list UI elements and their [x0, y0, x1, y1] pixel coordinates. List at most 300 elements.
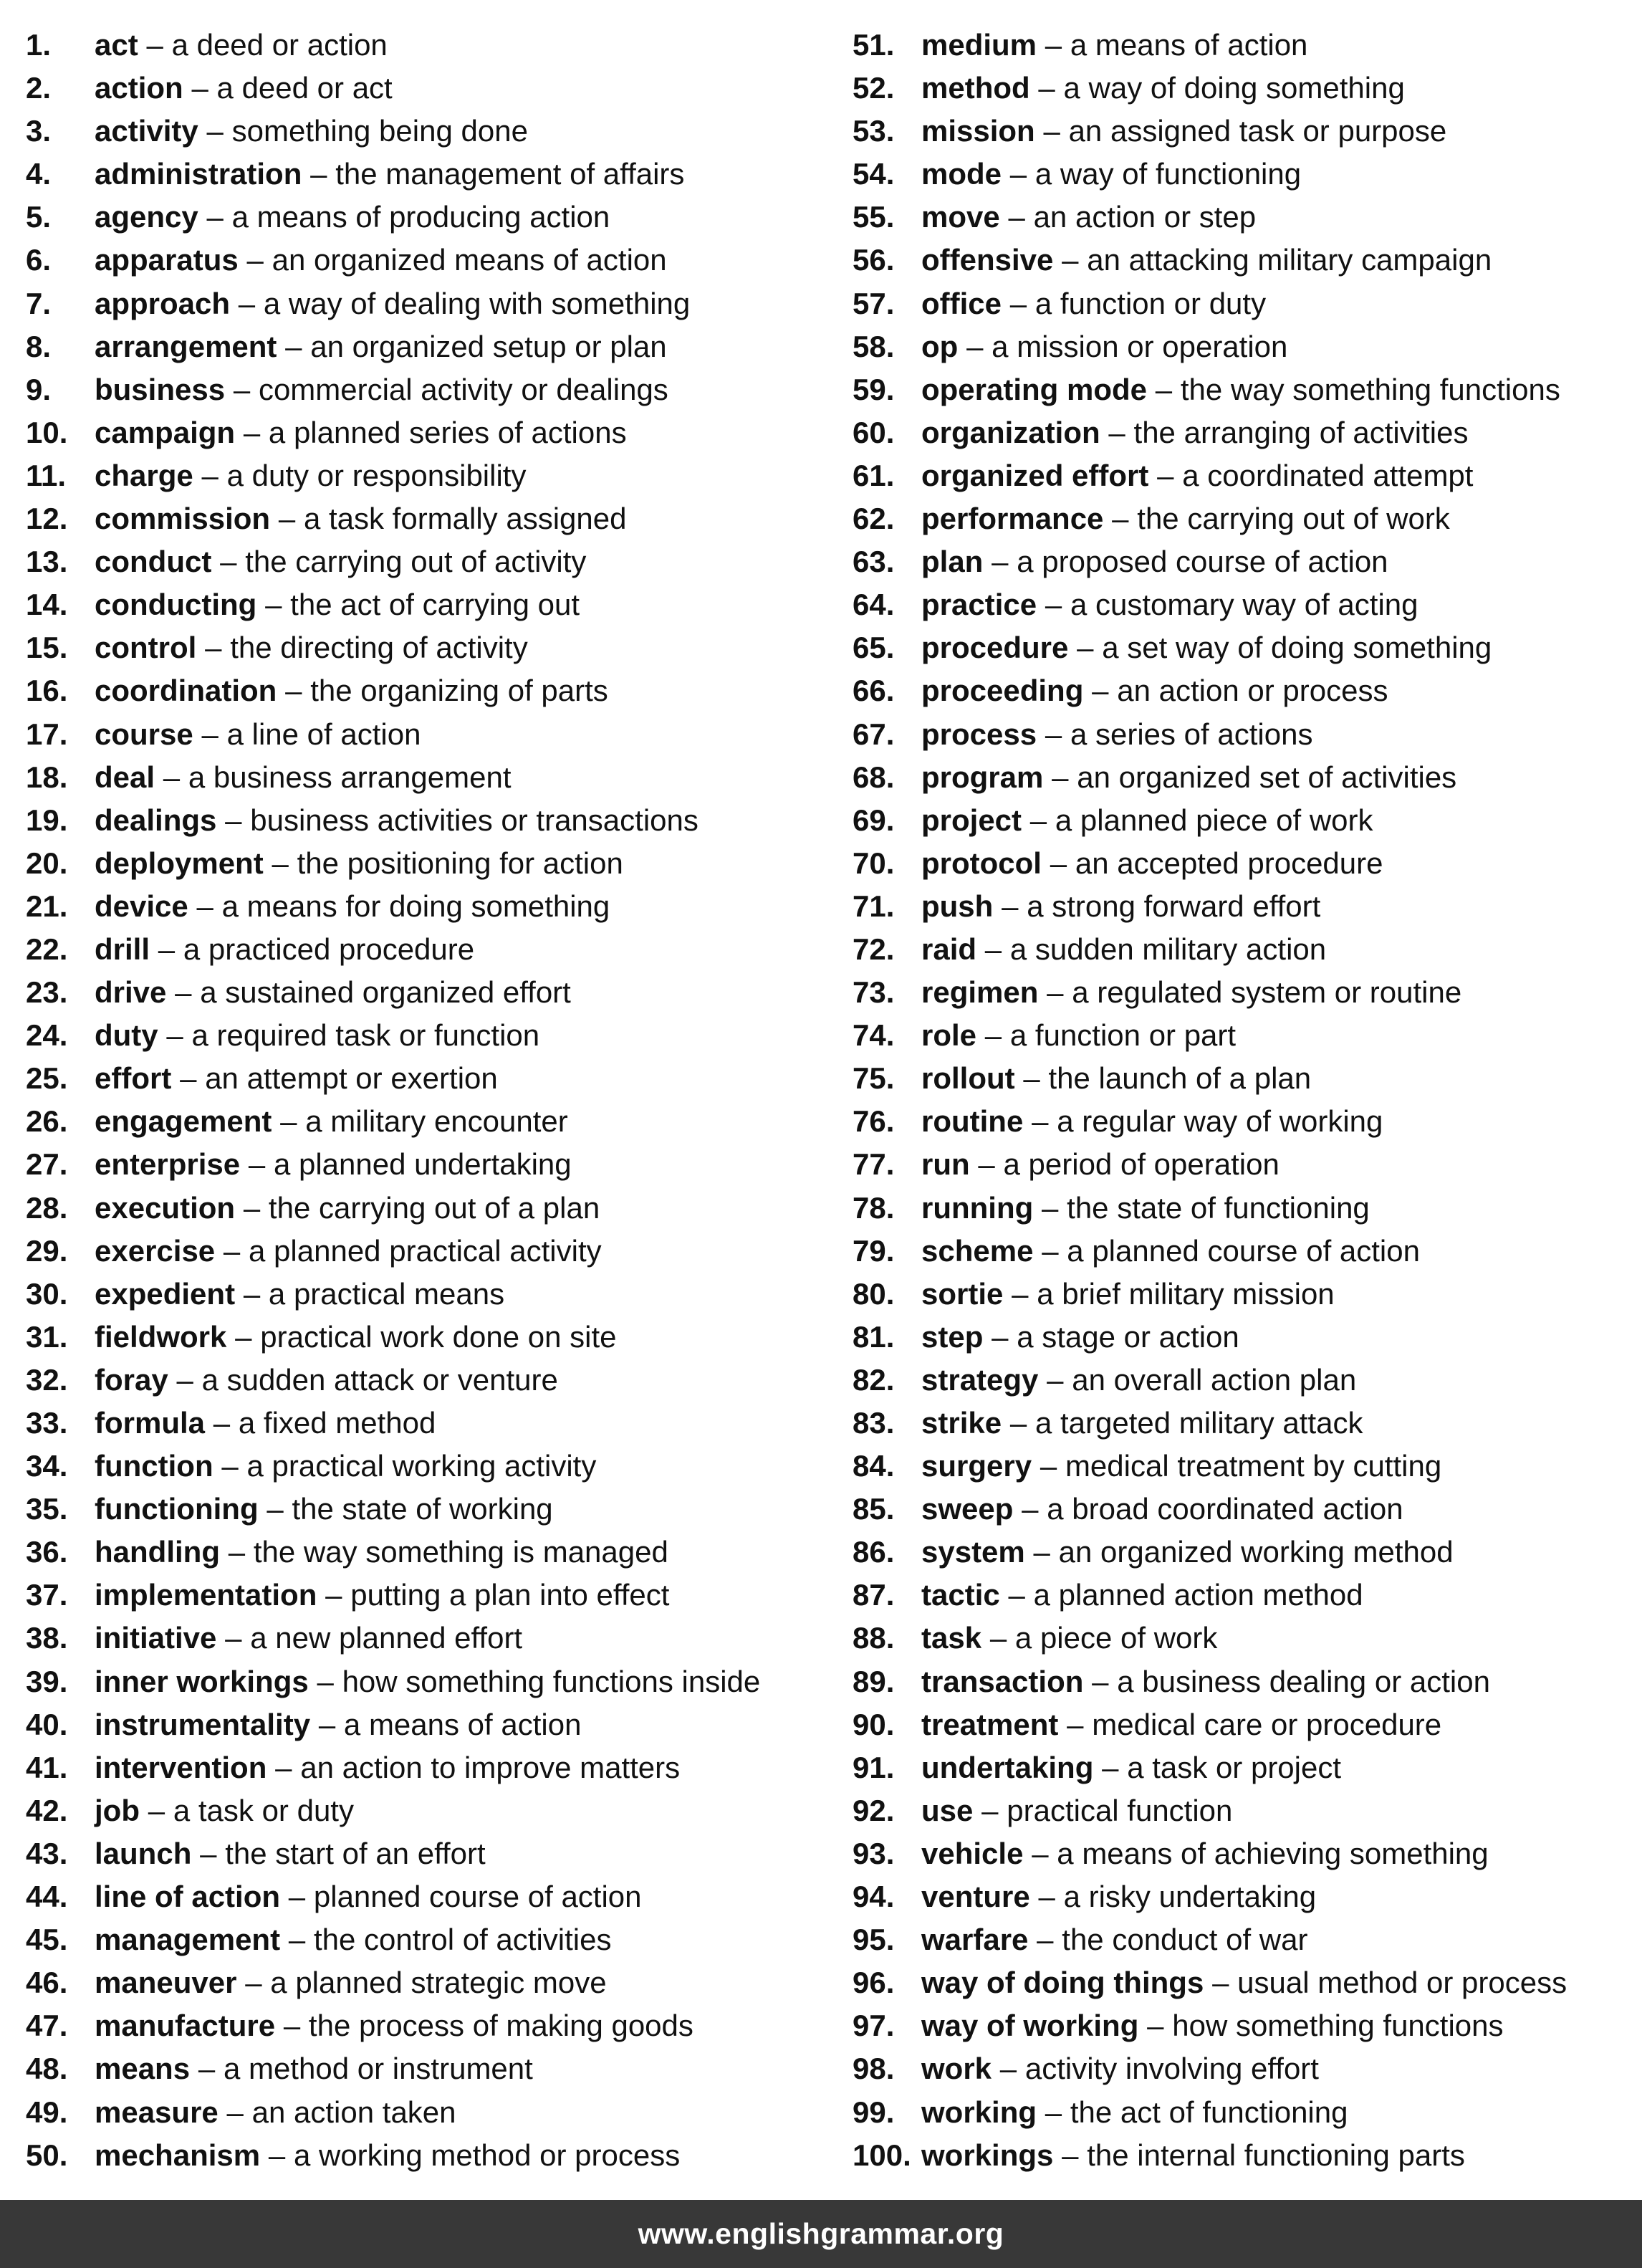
entry-body [921, 842, 1383, 885]
entry-separator: – [243, 1190, 261, 1225]
entry-separator: – [176, 1362, 193, 1397]
entry-separator: – [243, 415, 261, 449]
entry-body [95, 799, 698, 842]
list-item [26, 2134, 821, 2177]
entry-definition: a risky undertaking [1063, 1880, 1317, 1914]
entry-definition: a deed or act [216, 71, 393, 105]
entry-number: 4. [26, 157, 52, 191]
entry-separator: – [984, 932, 1002, 966]
entry-number: 23. [26, 975, 68, 1010]
entry-number: 52. [853, 71, 895, 105]
entry-separator: – [1067, 1707, 1084, 1741]
entry-word: strategy [921, 1362, 1039, 1397]
list-item [26, 1488, 821, 1531]
entry-separator: – [1032, 1104, 1049, 1139]
list-item [853, 1230, 1633, 1273]
entry-separator: – [163, 760, 181, 794]
entry-separator: – [1032, 1836, 1049, 1870]
entry-body [95, 540, 586, 583]
entry-word: commission [95, 502, 271, 536]
entry-separator: – [265, 588, 282, 622]
entry-body [95, 583, 580, 626]
entry-number: 60. [853, 415, 895, 449]
entry-definition: an assigned task or purpose [1068, 114, 1447, 148]
entry-number: 73. [853, 975, 895, 1010]
list-item [853, 928, 1633, 971]
entry-definition: a sudden military action [1009, 932, 1327, 966]
entry-definition: a planned series of actions [268, 415, 627, 449]
list-item [853, 1316, 1633, 1359]
entry-body [95, 196, 610, 239]
entry-definition: medical treatment by cutting [1065, 1449, 1442, 1483]
entry-separator: – [992, 545, 1009, 579]
entry-word: act [95, 28, 138, 62]
entry-body [95, 1918, 611, 1961]
entry-body [921, 1057, 1311, 1100]
entry-body [95, 497, 626, 540]
entry-word: vehicle [921, 1836, 1024, 1870]
entry-definition: a method or instrument [223, 2052, 533, 2086]
entry-separator: – [198, 2052, 216, 2086]
list-item [26, 2047, 821, 2090]
entry-number: 33. [26, 1406, 68, 1440]
entry-separator: – [1045, 2095, 1062, 2129]
entry-definition: a task formally assigned [303, 502, 627, 536]
entry-body [921, 2091, 1348, 2134]
list-item [26, 110, 821, 153]
entry-word: scheme [921, 1233, 1034, 1268]
entry-number: 93. [853, 1836, 895, 1870]
entry-word: rollout [921, 1061, 1015, 1096]
entry-number: 43. [26, 1836, 68, 1870]
entry-word: apparatus [95, 243, 239, 277]
entry-number: 57. [853, 286, 895, 320]
entry-number: 84. [853, 1449, 895, 1483]
list-item [26, 454, 821, 497]
entry-word: business [95, 372, 226, 406]
entry-separator: – [275, 1750, 292, 1784]
entry-word: performance [921, 502, 1104, 536]
entry-body [95, 2047, 533, 2090]
entry-definition: practical function [1007, 1793, 1233, 1827]
entry-number: 71. [853, 889, 895, 923]
entry-number: 18. [26, 760, 68, 794]
entry-definition: a task or duty [173, 1793, 354, 1827]
entry-definition: a working method or process [293, 2138, 681, 2172]
list-item [853, 1057, 1633, 1100]
entry-body [95, 1187, 600, 1230]
entry-separator: – [1042, 1233, 1059, 1268]
entry-body [921, 2004, 1504, 2047]
entry-word: measure [95, 2095, 219, 2129]
list-item [853, 1746, 1633, 1789]
list-item [853, 971, 1633, 1014]
entry-separator: – [285, 674, 302, 708]
entry-word: organization [921, 415, 1100, 449]
entry-body [921, 885, 1320, 928]
entry-separator: – [233, 372, 251, 406]
footer-bar [0, 2200, 1642, 2268]
entry-word: role [921, 1018, 977, 1053]
entry-body [921, 1014, 1236, 1057]
entry-word: strike [921, 1406, 1002, 1440]
entry-word: tactic [921, 1578, 1000, 1612]
entry-word: manufacture [95, 2009, 276, 2043]
entry-word: venture [921, 1880, 1030, 1914]
entry-definition: a task or project [1127, 1750, 1342, 1784]
entry-separator: – [1037, 1923, 1054, 1957]
list-item [853, 842, 1633, 885]
entry-definition: the directing of activity [230, 631, 528, 665]
entry-word: operating mode [921, 372, 1148, 406]
entry-separator: – [1062, 243, 1079, 277]
entry-body [921, 110, 1446, 153]
entry-body [95, 713, 421, 756]
entry-body [95, 1531, 668, 1574]
entry-word: sortie [921, 1276, 1004, 1311]
entry-body [95, 1143, 572, 1186]
entry-number: 24. [26, 1018, 68, 1053]
entry-word: control [95, 631, 197, 665]
entry-definition: a stage or action [1017, 1319, 1239, 1354]
list-item [853, 1703, 1633, 1746]
entry-word: intervention [95, 1750, 267, 1784]
entry-definition: the organizing of parts [310, 674, 608, 708]
entry-number: 87. [853, 1578, 895, 1612]
entry-separator: – [201, 458, 219, 492]
entry-number: 98. [853, 2052, 895, 2086]
list-item [853, 1402, 1633, 1445]
entry-number: 32. [26, 1362, 68, 1397]
entry-word: mission [921, 114, 1035, 148]
entry-word: agency [95, 200, 198, 234]
list-item [853, 153, 1633, 196]
list-item [853, 885, 1633, 928]
entry-word: coordination [95, 674, 277, 708]
entry-number: 50. [26, 2138, 68, 2172]
list-item [853, 1488, 1633, 1531]
entry-separator: – [1047, 975, 1064, 1010]
list-item [26, 1273, 821, 1316]
entry-definition: a military encounter [305, 1104, 568, 1139]
entry-number: 74. [853, 1018, 895, 1053]
entry-definition: an organized working method [1058, 1535, 1454, 1569]
entry-body [95, 1660, 760, 1703]
entry-body [921, 626, 1492, 669]
entry-number: 46. [26, 1966, 68, 2000]
footer-url: www.englishgrammar.org [638, 2217, 1004, 2250]
entry-number: 11. [26, 458, 67, 492]
entry-definition: the act of functioning [1070, 2095, 1348, 2129]
entry-definition: a proposed course of action [1017, 545, 1388, 579]
entry-separator: – [180, 1061, 197, 1096]
entry-body [95, 1402, 436, 1445]
entry-definition: usual method or process [1237, 1966, 1567, 2000]
entry-word: campaign [95, 415, 236, 449]
entry-body [95, 669, 608, 712]
entry-separator: – [1038, 71, 1055, 105]
entry-definition: an organized setup or plan [310, 329, 667, 363]
entry-body [921, 1445, 1441, 1488]
entry-word: process [921, 717, 1037, 751]
entry-separator: – [1022, 1492, 1039, 1526]
entry-definition: a means for doing something [221, 889, 610, 923]
entry-body [921, 454, 1473, 497]
entry-separator: – [235, 1319, 252, 1354]
list-item [26, 713, 821, 756]
entry-body [95, 153, 684, 196]
list-item [26, 153, 821, 196]
entry-definition: a business arrangement [188, 760, 512, 794]
entry-number: 99. [853, 2095, 895, 2129]
list-item [853, 24, 1633, 67]
entry-definition: a period of operation [1003, 1147, 1279, 1182]
list-item [853, 239, 1633, 282]
entry-word: running [921, 1190, 1034, 1225]
entry-body [921, 1187, 1370, 1230]
entry-body [921, 928, 1326, 971]
entry-number: 69. [853, 803, 895, 837]
entry-separator: – [1009, 1406, 1027, 1440]
entry-number: 59. [853, 372, 895, 406]
entry-number: 36. [26, 1535, 68, 1569]
entry-word: formula [95, 1406, 206, 1440]
entry-word: mode [921, 157, 1002, 191]
entry-definition: an organized set of activities [1077, 760, 1457, 794]
entry-definition: the arranging of activities [1133, 415, 1469, 449]
entry-word: exercise [95, 1233, 216, 1268]
entry-word: surgery [921, 1449, 1032, 1483]
entry-number: 8. [26, 329, 52, 363]
entry-definition: the internal functioning parts [1087, 2138, 1465, 2172]
entry-body [95, 1057, 498, 1100]
entry-number: 15. [26, 631, 68, 665]
list-item [26, 1746, 821, 1789]
entry-number: 91. [853, 1750, 895, 1784]
entry-number: 85. [853, 1492, 895, 1526]
entry-number: 17. [26, 717, 68, 751]
entry-body [95, 2004, 693, 2047]
entry-number: 1. [26, 28, 52, 62]
entry-body [921, 540, 1388, 583]
entry-separator: – [992, 1319, 1009, 1354]
entry-number: 48. [26, 2052, 68, 2086]
entry-number: 31. [26, 1319, 68, 1354]
entry-number: 27. [26, 1147, 68, 1182]
entry-number: 66. [853, 674, 895, 708]
entry-body [95, 1014, 539, 1057]
entry-number: 78. [853, 1190, 895, 1225]
entry-word: protocol [921, 846, 1042, 880]
entry-number: 90. [853, 1707, 895, 1741]
entry-body [95, 842, 623, 885]
entry-definition: the management of affairs [335, 157, 685, 191]
entry-definition: a required task or function [191, 1018, 540, 1053]
entry-definition: a regular way of working [1057, 1104, 1383, 1139]
entry-number: 63. [853, 545, 895, 579]
entry-definition: a function or part [1009, 1018, 1237, 1053]
entry-body [95, 411, 627, 454]
entry-number: 68. [853, 760, 895, 794]
entry-definition: a set way of doing something [1102, 631, 1492, 665]
entry-definition: a piece of work [1014, 1621, 1218, 1655]
list-item [26, 24, 821, 67]
entry-separator: – [1092, 1664, 1109, 1698]
entry-definition: a planned strategic move [270, 1966, 607, 2000]
entry-word: conduct [95, 545, 212, 579]
entry-number: 49. [26, 2095, 68, 2129]
entry-definition: the conduct of war [1062, 1923, 1308, 1957]
entry-separator: – [1062, 2138, 1079, 2172]
entry-body [95, 626, 528, 669]
entry-body [921, 1143, 1279, 1186]
entry-number: 6. [26, 243, 52, 277]
list-item [853, 67, 1633, 110]
entry-separator: – [206, 114, 224, 148]
entry-separator: – [1045, 588, 1062, 622]
list-item [853, 1187, 1633, 1230]
entry-separator: – [200, 1836, 217, 1870]
entry-number: 34. [26, 1449, 68, 1483]
entry-separator: – [205, 631, 222, 665]
entry-word: routine [921, 1104, 1024, 1139]
entry-separator: – [228, 1535, 246, 1569]
entry-number: 70. [853, 846, 895, 880]
entry-number: 20. [26, 846, 68, 880]
entry-body [921, 239, 1492, 282]
entry-definition: an organized means of action [272, 243, 667, 277]
list-item [853, 1014, 1633, 1057]
list-item [26, 583, 821, 626]
entry-word: office [921, 286, 1002, 320]
entry-definition: a fixed method [238, 1406, 436, 1440]
list-item [853, 497, 1633, 540]
entry-definition: something being done [231, 114, 528, 148]
list-item [853, 1143, 1633, 1186]
list-item [26, 1918, 821, 1961]
entry-separator: – [1029, 803, 1047, 837]
entry-word: effort [95, 1061, 172, 1096]
entry-word: transaction [921, 1664, 1084, 1698]
list-item [853, 799, 1633, 842]
entry-definition: the process of making goods [308, 2009, 693, 2043]
entry-separator: – [1102, 1750, 1119, 1784]
entry-separator: – [1212, 1966, 1229, 2000]
entry-word: task [921, 1621, 982, 1655]
list-item [26, 1143, 821, 1186]
entry-number: 30. [26, 1276, 68, 1311]
entry-word: deal [95, 760, 155, 794]
entry-number: 77. [853, 1147, 895, 1182]
entry-body [95, 1230, 602, 1273]
entry-word: project [921, 803, 1022, 837]
entry-separator: – [1077, 631, 1094, 665]
entry-word: use [921, 1793, 974, 1827]
entry-definition: a function or duty [1034, 286, 1267, 320]
entry-separator: – [201, 717, 219, 751]
entry-definition: the carrying out of a plan [268, 1190, 600, 1225]
entry-body [921, 2134, 1465, 2177]
list-item [26, 2004, 821, 2047]
list-item [26, 1703, 821, 1746]
entry-definition: a means of achieving something [1057, 1836, 1489, 1870]
entry-definition: an action to improve matters [300, 1750, 681, 1784]
entry-separator: – [999, 2052, 1017, 2086]
entry-definition: a customary way of acting [1070, 588, 1418, 622]
entry-body [95, 756, 512, 799]
entry-word: expedient [95, 1276, 236, 1311]
entry-word: launch [95, 1836, 192, 1870]
list-item [26, 1531, 821, 1574]
entry-definition: a planned action method [1033, 1578, 1363, 1612]
entry-number: 10. [26, 415, 68, 449]
entry-separator: – [1092, 674, 1109, 708]
entry-body [95, 1445, 596, 1488]
entry-number: 25. [26, 1061, 68, 1096]
entry-body [95, 1617, 522, 1660]
entry-definition: an action or process [1117, 674, 1388, 708]
entry-definition: the carrying out of work [1137, 502, 1450, 536]
entry-body [95, 885, 610, 928]
entry-definition: a practical working activity [246, 1449, 597, 1483]
entry-word: engagement [95, 1104, 272, 1139]
entry-body [95, 1746, 680, 1789]
entry-definition: a planned practical activity [249, 1233, 602, 1268]
list-item [853, 713, 1633, 756]
entry-word: warfare [921, 1923, 1029, 1957]
entry-body [921, 583, 1418, 626]
list-item [26, 1230, 821, 1273]
entry-number: 61. [853, 458, 895, 492]
entry-definition: a line of action [226, 717, 421, 751]
entry-body [921, 1316, 1239, 1359]
entry-word: proceeding [921, 674, 1084, 708]
entry-separator: – [1012, 1276, 1029, 1311]
entry-body [921, 756, 1456, 799]
entry-definition: a brief military mission [1037, 1276, 1335, 1311]
entry-definition: an action or step [1033, 200, 1257, 234]
list-item [853, 1359, 1633, 1402]
entry-body [95, 1316, 617, 1359]
entry-body [95, 1832, 486, 1875]
entry-word: instrumentality [95, 1707, 311, 1741]
entry-word: action [95, 71, 183, 105]
entry-definition: a planned course of action [1067, 1233, 1420, 1268]
entry-body [921, 1832, 1489, 1875]
list-item [26, 971, 821, 1014]
list-item [26, 1014, 821, 1057]
entry-separator: – [1045, 28, 1062, 62]
entry-definition: how something functions [1172, 2009, 1504, 2043]
entry-word: step [921, 1319, 984, 1354]
entry-number: 38. [26, 1621, 68, 1655]
entry-body [95, 1273, 504, 1316]
entry-number: 75. [853, 1061, 895, 1096]
entry-word: foray [95, 1362, 168, 1397]
entry-word: job [95, 1793, 140, 1827]
entry-word: drive [95, 975, 167, 1010]
entry-word: deployment [95, 846, 264, 880]
entry-number: 35. [26, 1492, 68, 1526]
entry-word: inner workings [95, 1664, 309, 1698]
list-item [853, 325, 1633, 368]
entry-number: 56. [853, 243, 895, 277]
entry-word: management [95, 1923, 281, 1957]
entry-number: 67. [853, 717, 895, 751]
entry-definition: an attempt or exertion [205, 1061, 498, 1096]
list-item [853, 626, 1633, 669]
list-item [26, 1617, 821, 1660]
